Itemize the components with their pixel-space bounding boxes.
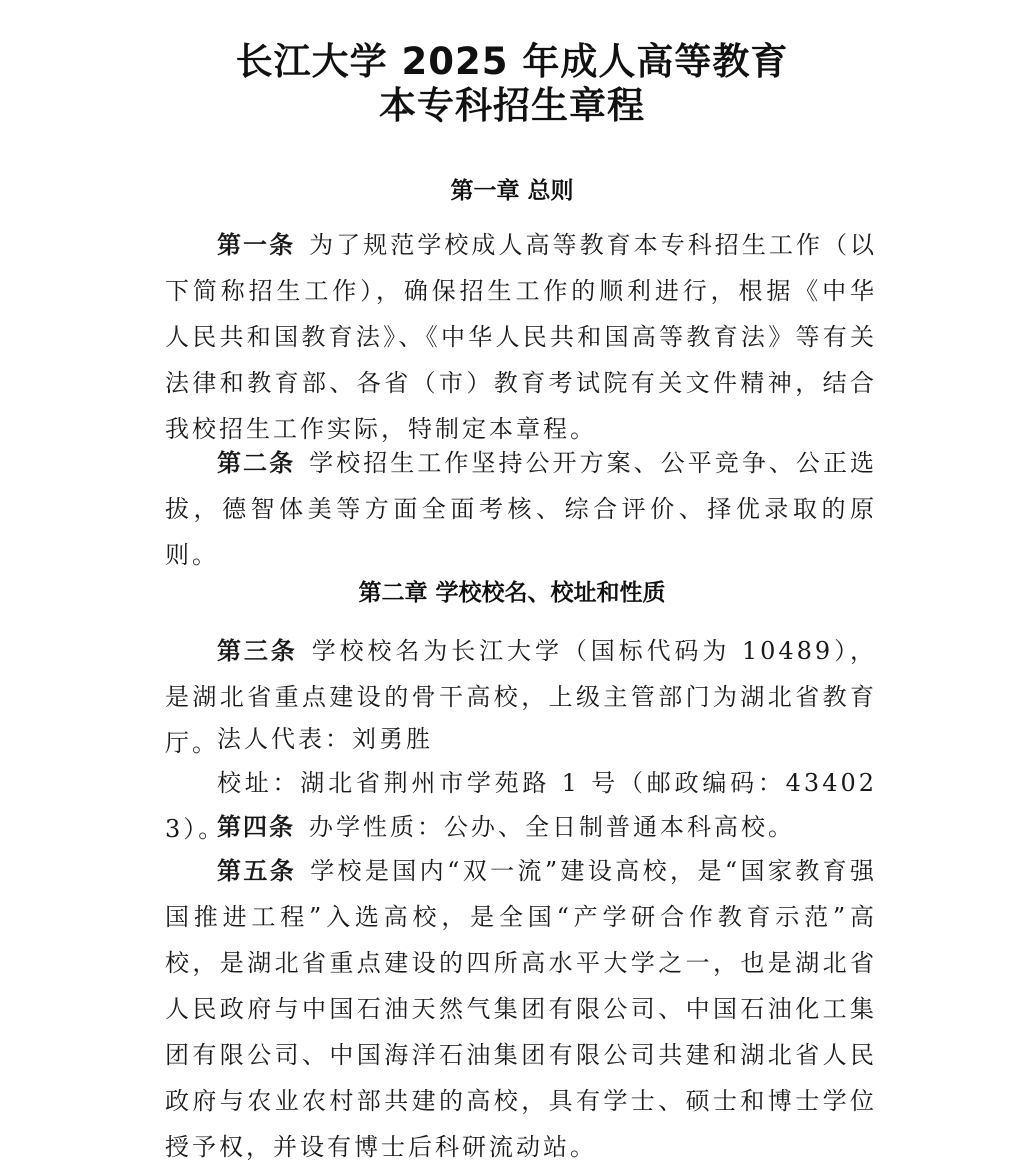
article2-label: 第二条: [217, 449, 296, 477]
article1-text: 为了规范学校成人高等教育本专科招生工作（以下简称招生工作），确保招生工作的顺利进行，根据《中华人民共和国教育法》、《中华人民共和国高等教育法》等有关法律和教育部、各省（市）教育考试院有关文件精神，结合我校招生工作实际，特制定本章程。: [165, 231, 878, 443]
document-title-line2: 本专科招生章程: [379, 84, 645, 127]
document-title-line1: 长江大学 2025 年成人高等教育: [235, 40, 789, 83]
article4-paragraph: [165, 804, 877, 850]
address-line: 校址：湖北省荆州市学苑路 1 号（邮政编码：434023）。: [165, 769, 877, 843]
article3-label: 第三条: [217, 637, 298, 665]
article3-text: 学校校名为长江大学（国标代码为 10489），是湖北省重点建设的骨干高校，上级主管部门为湖北省教育厅。: [165, 637, 877, 757]
chapter1-heading: 第一章 总则: [450, 178, 574, 204]
chapter2-heading: 第二章 学校校名、校址和性质: [358, 580, 666, 606]
article2-paragraph: [165, 440, 877, 578]
article5-label: 第五条: [217, 857, 297, 885]
article1-paragraph: [165, 222, 877, 452]
legal-representative-line: 法人代表：刘勇胜: [217, 725, 433, 753]
article2-text: 学校招生工作坚持公开方案、公平竞争、公正选拔，德智体美等方面全面考核、综合评价、择优录取的原则。: [165, 449, 878, 569]
article1-label: 第一条: [217, 231, 296, 259]
article5-text: 学校是国内“双一流”建设高校，是“国家教育强国推进工程”入选高校，是全国“产学研合作教育示范”高校，是湖北省重点建设的四所高水平大学之一，也是湖北省人民政府与中国石油天然气集团有限公司、中国石油化工集团有限公司、中国海洋石油集团有限公司共建和湖北省人民政府与农业农村部共建的高校，具有学士、硕士和博士学位授予权，并设有博士后科研流动站。: [165, 857, 878, 1161]
article4-text: 办学性质：公办、全日制普通本科高校。: [309, 813, 795, 841]
article4-label: 第四条: [217, 813, 295, 841]
article5-paragraph: [165, 848, 877, 1170]
